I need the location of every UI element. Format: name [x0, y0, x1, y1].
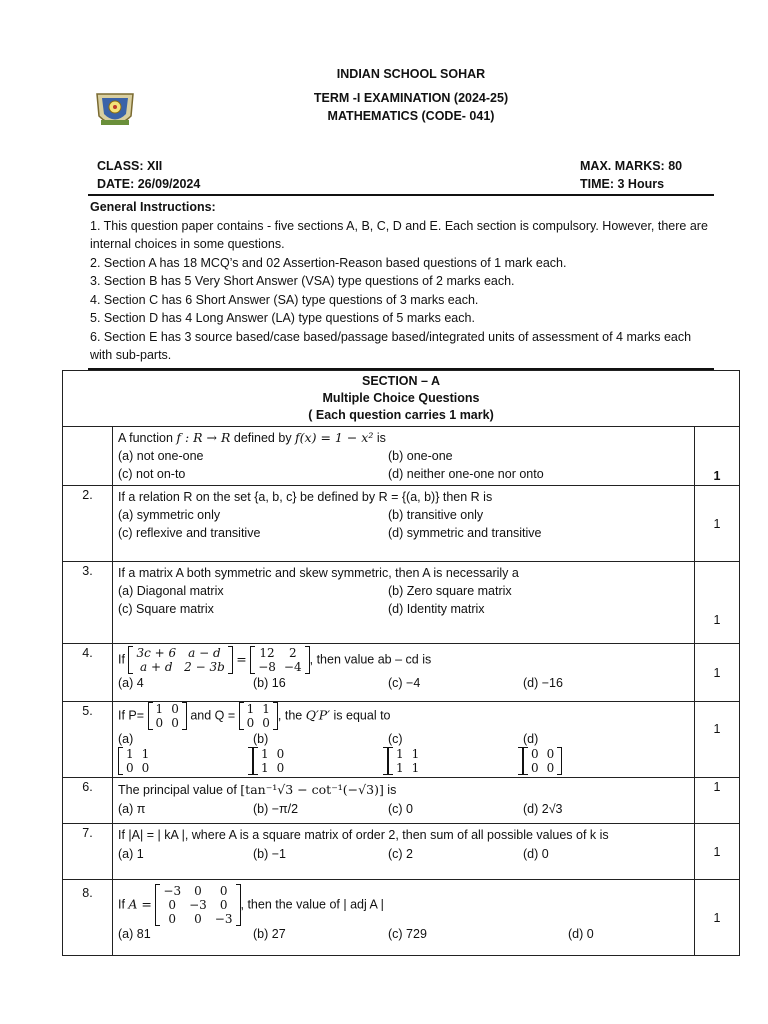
- option-b: (b) transitive only: [388, 508, 484, 522]
- option-b: (b) one-one: [388, 449, 453, 463]
- question-marks: 1: [695, 427, 740, 486]
- question-text: , then value ab – cd is: [309, 652, 432, 667]
- option-b: (b) −π/2: [253, 802, 299, 816]
- option-a: (a) Diagonal matrix: [118, 584, 224, 598]
- matrix-cell: 1: [141, 747, 150, 761]
- question-table: [62, 370, 740, 956]
- option-d: (d) Identity matrix: [388, 602, 485, 616]
- question-text: , the: [277, 708, 306, 723]
- question-text: If: [118, 652, 125, 667]
- option-b: [253, 731, 388, 775]
- math-expression: [tan⁻¹√3 − cot⁻¹(−√3)]: [240, 782, 384, 797]
- matrix-cell: a − d: [188, 646, 221, 660]
- question-number: 2.: [63, 486, 113, 562]
- instructions-title: General Instructions:: [90, 200, 216, 214]
- option-d: [523, 731, 562, 775]
- option-d: (d) symmetric and transitive: [388, 526, 542, 540]
- date-label: DATE: 26/09/2024: [97, 177, 201, 191]
- question-number: [63, 427, 113, 486]
- matrix-cell: 1: [411, 747, 420, 761]
- instruction-item: 1. This question paper contains - five sections A, B, C, D and E. Each section is compulsory. However, there are internal choices in some questions.: [90, 218, 708, 251]
- matrix-cell: 1: [155, 702, 164, 716]
- question-number: 3.: [63, 562, 113, 644]
- option-d: (d) −16: [523, 676, 563, 690]
- question-marks: 1: [695, 778, 740, 824]
- time-label: TIME: 3 Hours: [580, 177, 665, 191]
- matrix-cell: 0: [171, 702, 179, 716]
- option-matrix: [388, 747, 523, 775]
- matrix-cell: 1: [396, 747, 404, 761]
- question-body: [113, 824, 695, 880]
- matrix-lhs: [128, 646, 232, 674]
- matrix-cell: 0: [171, 716, 179, 730]
- option-c: (c) Square matrix: [118, 602, 214, 616]
- question-body: [113, 427, 695, 486]
- option-c: (c) 0: [388, 802, 413, 816]
- question-text: is: [383, 783, 397, 797]
- table-row: [63, 644, 740, 702]
- question-text: If |A| = | kA |, where A is a square matrix of order 2, then sum of all possible values of k is: [118, 828, 609, 842]
- math-expression: f(x) = 1 − x²: [295, 430, 374, 445]
- matrix-cell: −8: [258, 660, 276, 674]
- option-d: (d) 0: [523, 847, 549, 861]
- table-row: [63, 778, 740, 824]
- question-text: is equal to: [330, 708, 391, 723]
- instruction-item: 4. Section C has 6 Short Answer (SA) type questions of 3 marks each.: [90, 292, 479, 307]
- matrix-cell: 0: [155, 716, 164, 730]
- question-text: A function: [118, 431, 177, 445]
- matrix-cell: 1: [261, 761, 269, 775]
- school-name: INDIAN SCHOOL SOHAR: [336, 67, 486, 81]
- option-c: (c) −4: [388, 676, 421, 690]
- question-text: defined by: [230, 431, 296, 445]
- option-b: (b) −1: [253, 847, 287, 861]
- option-label: (d): [523, 732, 539, 746]
- question-text: If P=: [118, 708, 145, 723]
- question-text: If a matrix A both symmetric and skew symmetric, then A is necessarily a: [118, 566, 519, 580]
- instruction-item: 3. Section B has 5 Very Short Answer (VSA) type questions of 2 marks each.: [90, 274, 515, 288]
- table-row: [63, 702, 740, 778]
- table-row: [63, 562, 740, 644]
- matrix-p: [148, 702, 187, 730]
- option-b: (b) 16: [253, 676, 286, 690]
- question-marks: 1: [695, 880, 740, 956]
- matrix-cell: 0: [246, 716, 255, 730]
- question-marks: 1: [695, 644, 740, 702]
- question-marks: 1: [695, 562, 740, 644]
- option-a: (a) 81: [118, 927, 151, 941]
- option-c: (c) 2: [388, 847, 413, 861]
- instruction-item: 5. Section D has 4 Long Answer (LA) type questions of 5 marks each.: [90, 311, 475, 325]
- class-label: CLASS: XII: [97, 159, 163, 173]
- general-instructions: [90, 198, 716, 365]
- matrix-cell: 0: [276, 761, 285, 775]
- question-number: 5.: [63, 702, 113, 778]
- matrix-cell: a + d: [140, 660, 173, 674]
- option-c: (c) reflexive and transitive: [118, 526, 261, 540]
- option-a: (a) π: [118, 802, 146, 816]
- question-text: The principal value of: [118, 783, 241, 797]
- matrix-cell: 0: [126, 761, 134, 775]
- matrix-cell: 1: [411, 761, 420, 775]
- option-b: (b) 27: [253, 927, 286, 941]
- question-marks: 1: [695, 824, 740, 880]
- table-row: [63, 880, 740, 956]
- matrix-cell: −4: [283, 660, 302, 674]
- instruction-item: 6. Section E has 3 source based/case based/passage based/integrated units of assessment of 4 marks each with sub-parts.: [90, 329, 692, 362]
- matrix-cell: 2: [288, 646, 297, 660]
- section-title: SECTION – A: [361, 374, 441, 388]
- matrix-cell: 0: [531, 761, 539, 775]
- question-text: is: [373, 431, 386, 445]
- question-number: 4.: [63, 644, 113, 702]
- option-c: [388, 731, 523, 775]
- option-a: [118, 731, 253, 775]
- max-marks: MAX. MARKS: 80: [580, 159, 683, 173]
- section-header: [63, 371, 740, 427]
- matrix-cell: 0: [194, 912, 202, 926]
- matrix-cell: 0: [546, 747, 555, 761]
- matrix-cell: −3: [214, 912, 233, 926]
- table-row: [63, 427, 740, 486]
- subject-title: MATHEMATICS (CODE- 041): [327, 109, 495, 123]
- matrix-cell: −3: [189, 898, 207, 912]
- option-matrix: [523, 747, 562, 775]
- matrix-cell: 1: [262, 702, 270, 716]
- option-label: (b): [253, 732, 269, 746]
- matrix-cell: 0: [546, 761, 555, 775]
- math-expression: f : R → R: [176, 430, 231, 445]
- option-b: (b) Zero square matrix: [388, 584, 512, 598]
- question-number: 7.: [63, 824, 113, 880]
- option-matrix: [253, 747, 388, 775]
- section-note: ( Each question carries 1 mark): [308, 408, 494, 422]
- option-d: (d) 2√3: [523, 802, 563, 816]
- question-body: [113, 880, 695, 956]
- matrix-cell: 1: [396, 761, 404, 775]
- table-row: [63, 824, 740, 880]
- option-d: (d) neither one-one nor onto: [388, 467, 544, 481]
- question-text: , then the value of | adj A |: [240, 897, 384, 912]
- header-divider: [88, 194, 714, 196]
- option-a: (a) not one-one: [118, 449, 204, 463]
- option-a: (a) 1: [118, 847, 144, 861]
- math-expression: Q′P′: [305, 707, 331, 723]
- matrix-a: [155, 884, 240, 926]
- option-a: (a) 4: [118, 676, 144, 690]
- option-c: (c) not on-to: [118, 467, 186, 481]
- question-body: [113, 562, 695, 644]
- math-expression: A =: [128, 896, 152, 912]
- question-number: 8.: [63, 880, 113, 956]
- matrix-cell: 0: [168, 912, 177, 926]
- matrix-cell: 0: [262, 716, 270, 730]
- matrix-cell: 0: [194, 884, 202, 898]
- matrix-cell: 0: [219, 898, 228, 912]
- matrix-cell: 1: [126, 747, 134, 761]
- option-d: (d) 0: [568, 927, 594, 941]
- table-row: [63, 486, 740, 562]
- matrix-cell: 0: [219, 884, 228, 898]
- question-text: If a relation R on the set {a, b, c} be defined by R = {(a, b)} then R is: [118, 490, 493, 504]
- matrix-cell: 1: [261, 747, 269, 761]
- matrix-q: [239, 702, 278, 730]
- question-body: [113, 702, 695, 778]
- question-body: [113, 486, 695, 562]
- matrix-cell: −3: [163, 884, 182, 898]
- section-subtitle: Multiple Choice Questions: [322, 391, 480, 405]
- instruction-item: 2. Section A has 18 MCQ’s and 02 Assertion-Reason based questions of 1 mark each.: [90, 255, 567, 270]
- question-text: and Q =: [190, 708, 239, 723]
- exam-title: TERM -I EXAMINATION (2024-25): [313, 91, 509, 105]
- matrix-rhs: [250, 646, 309, 674]
- option-label: (a): [118, 732, 134, 746]
- matrix-cell: 12: [259, 646, 275, 660]
- question-body: If 3c + 6 a − d a + d 2 − 3b = 12 2 −8 −4 , then value ab – cd is (a) 4 (b) 16 (c) −4 (d) −16: [113, 644, 695, 702]
- matrix-cell: 0: [168, 898, 177, 912]
- question-number: 6.: [63, 778, 113, 824]
- question-text: If: [118, 897, 129, 912]
- question-marks: 1: [695, 486, 740, 562]
- matrix-cell: 0: [141, 761, 150, 775]
- question-marks: 1: [695, 702, 740, 778]
- matrix-cell: 0: [531, 747, 539, 761]
- matrix-cell: 3c + 6: [136, 646, 177, 660]
- school-logo: [93, 90, 137, 132]
- option-matrix: [118, 747, 253, 775]
- matrix-cell: 1: [246, 702, 255, 716]
- option-c: (c) 729: [388, 927, 427, 941]
- matrix-cell: 0: [276, 747, 285, 761]
- matrix-cell: 2 − 3b: [184, 660, 225, 674]
- option-a: (a) symmetric only: [118, 508, 221, 522]
- question-body: [113, 778, 695, 824]
- option-label: (c): [388, 732, 403, 746]
